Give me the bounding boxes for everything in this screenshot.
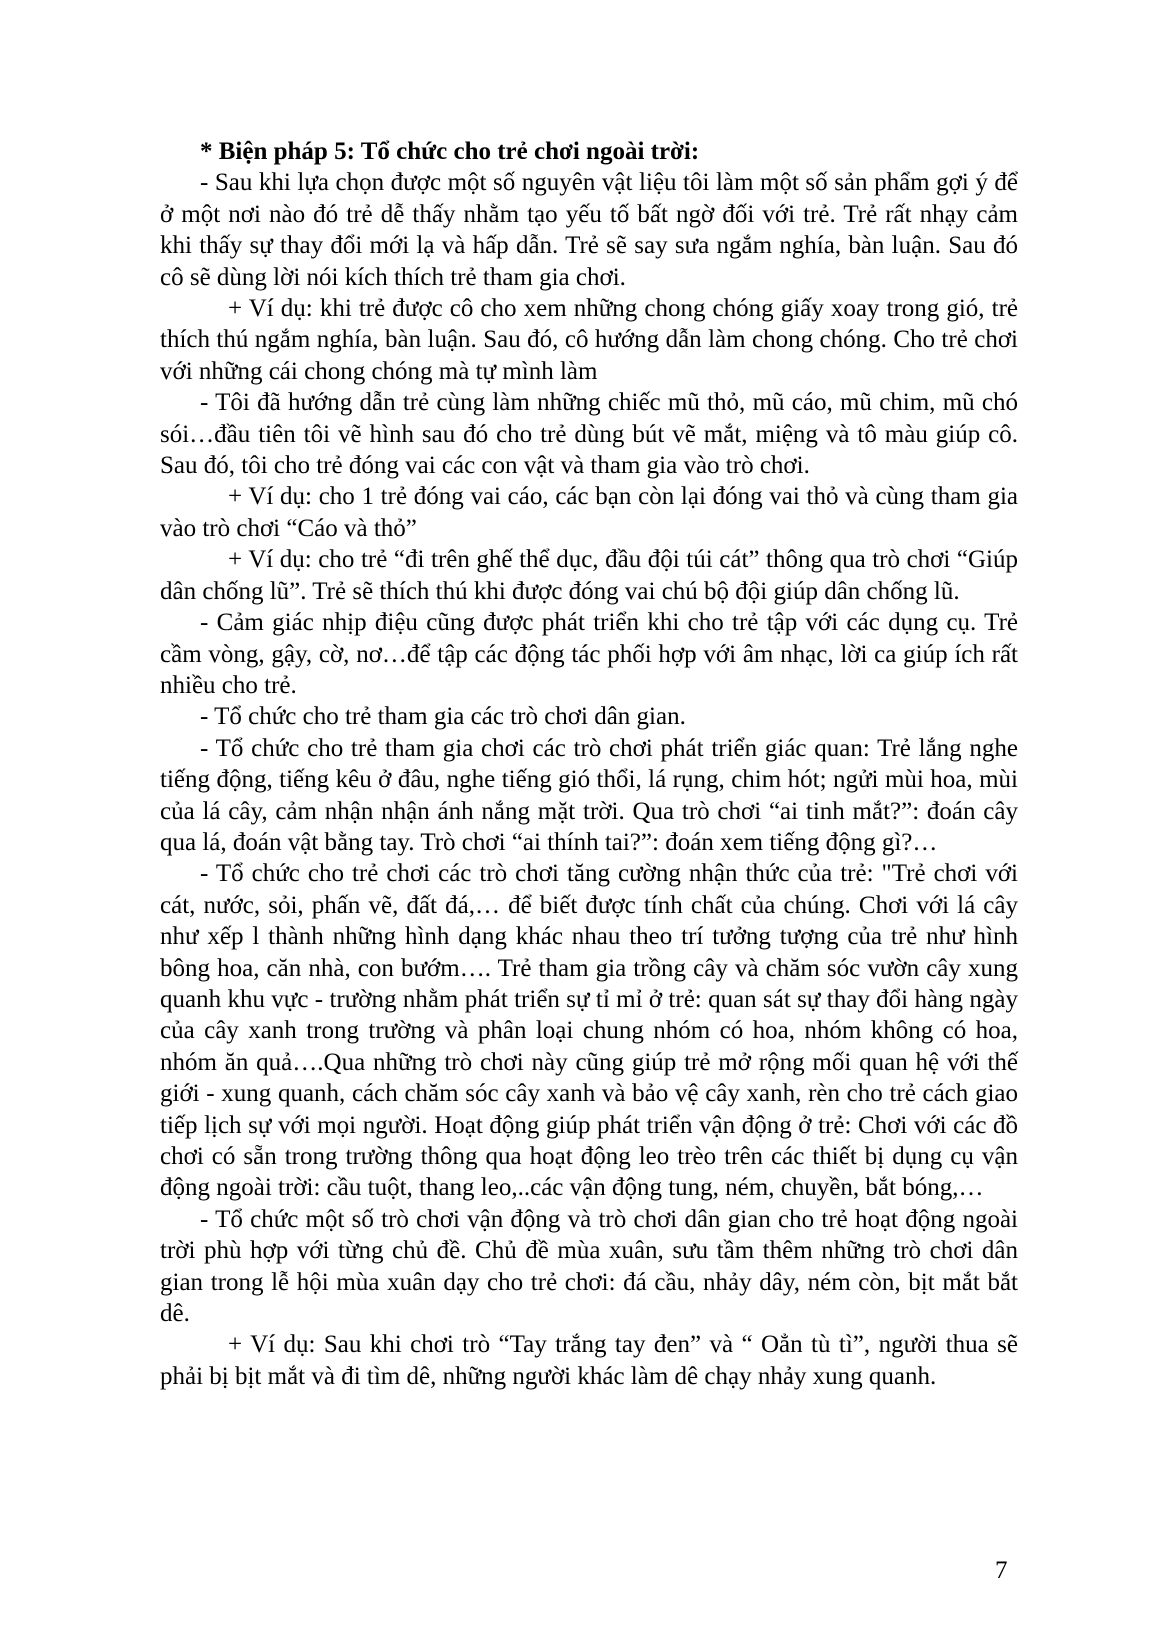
paragraph: + Ví dụ: Sau khi chơi trò “Tay trắng tay đen” và “ Oẳn tù tì”, người thua sẽ phải bị bịt mắt và đi tìm dê, những người khác làm dê chạy nhảy xung quanh. [160, 1331, 1018, 1390]
paragraph: - Tôi đã hướng dẫn trẻ cùng làm những chiếc mũ thỏ, mũ cáo, mũ chim, mũ chó sói…đầu tiên tôi vẽ hình sau đó cho trẻ dùng bút vẽ mắt, miệng và tô màu giúp cô. Sau đó, tôi cho trẻ đóng vai các con vật và tham gia vào trò chơi. [160, 389, 1018, 480]
paragraph: - Tổ chức cho trẻ chơi các trò chơi tăng cường nhận thức của trẻ: "Trẻ chơi với cát, nước, sỏi, phấn vẽ, đất đá,… để biết được tính chất của chúng. Chơi với lá cây như xếp l thành những hình dạng khác nhau theo trí tưởng tượng của trẻ như hình bông hoa, căn nhà, con bướm…. Trẻ tham gia trồng cây và chăm sóc vườn cây xung quanh khu vực - trường nhằm phát triển sự tỉ mỉ ở trẻ: quan sát sự thay đổi hàng ngày của cây xanh trong trường và phân loại chung nhóm có hoa, nhóm không có hoa, nhóm ăn quả….Qua những trò chơi này cũng giúp trẻ mở rộng mối quan hệ với thế giới - xung quanh, cách chăm sóc cây xanh và bảo vệ cây xanh, rèn cho trẻ cách giao tiếp lịch sự với mọi người. Hoạt động giúp phát triển vận động ở trẻ: Chơi với các đồ chơi có sẵn trong trường thông qua hoạt động leo trèo trên các thiết bị dụng cụ vận động ngoài trời: cầu tuột, thang leo,..các vận động tung, ném, chuyền, bắt bóng,… [160, 860, 1018, 1202]
paragraph: - Tổ chức cho trẻ tham gia các trò chơi dân gian. [200, 703, 686, 731]
body-text [160, 136, 1018, 1392]
paragraph: - Sau khi lựa chọn được một số nguyên vật liệu tôi làm một số sản phẩm gợi ý để ở một nơi nào đó trẻ dễ thấy nhằm tạo yếu tố bất ngờ đối với trẻ. Trẻ rất nhạy cảm khi thấy sự thay đổi mới lạ và hấp dẫn. Trẻ sẽ say sưa ngắm nghía, bàn luận. Sau đó cô sẽ dùng lời nói kích thích trẻ tham gia chơi. [160, 169, 1018, 291]
paragraph: - Tổ chức một số trò chơi vận động và trò chơi dân gian cho trẻ hoạt động ngoài trời phù hợp với từng chủ đề. Chủ đề mùa xuân, sưu tầm thêm những trò chơi dân gian trong lễ hội mùa xuân dạy cho trẻ chơi: đá cầu, nhảy dây, ném còn, bịt mắt bắt dê. [160, 1205, 1018, 1328]
paragraph: - Tổ chức cho trẻ tham gia chơi các trò chơi phát triển giác quan: Trẻ lắng nghe tiếng động, tiếng kêu ở đâu, nghe tiếng gió thổi, lá rụng, chim hót; ngửi mùi hoa, mùi của lá cây, cảm nhận nhận ánh nắng mặt trời. Qua trò chơi “ai tinh mắt?”: đoán cây qua lá, đoán vật bằng tay. Trò chơi “ai thính tai?”: đoán xem tiếng động gì?… [160, 734, 1018, 856]
paragraph: - Cảm giác nhịp điệu cũng được phát triển khi cho trẻ tập với các dụng cụ. Trẻ cầm vòng, gậy, cờ, nơ…để tập các động tác phối hợp với âm nhạc, lời ca giúp ích rất nhiều cho trẻ. [160, 609, 1018, 699]
section-heading: * Biện pháp 5: Tổ chức cho trẻ chơi ngoài trời: [200, 138, 700, 165]
paragraph: + Ví dụ: cho trẻ “đi trên ghế thể dục, đầu đội túi cát” thông qua trò chơi “Giúp dân chống lũ”. Trẻ sẽ thích thú khi được đóng vai chú bộ đội giúp dân chống lũ. [160, 546, 1018, 605]
paragraph: + Ví dụ: khi trẻ được cô cho xem những chong chóng giấy xoay trong gió, trẻ thích thú ngắm nghía, bàn luận. Sau đó, cô hướng dẫn làm chong chóng. Cho trẻ chơi với những cái chong chóng mà tự mình làm [160, 295, 1018, 385]
paragraph: + Ví dụ: cho 1 trẻ đóng vai cáo, các bạn còn lại đóng vai thỏ và cùng tham gia vào trò chơi “Cáo và thỏ” [160, 483, 1018, 542]
page-number: 7 [995, 1557, 1008, 1584]
